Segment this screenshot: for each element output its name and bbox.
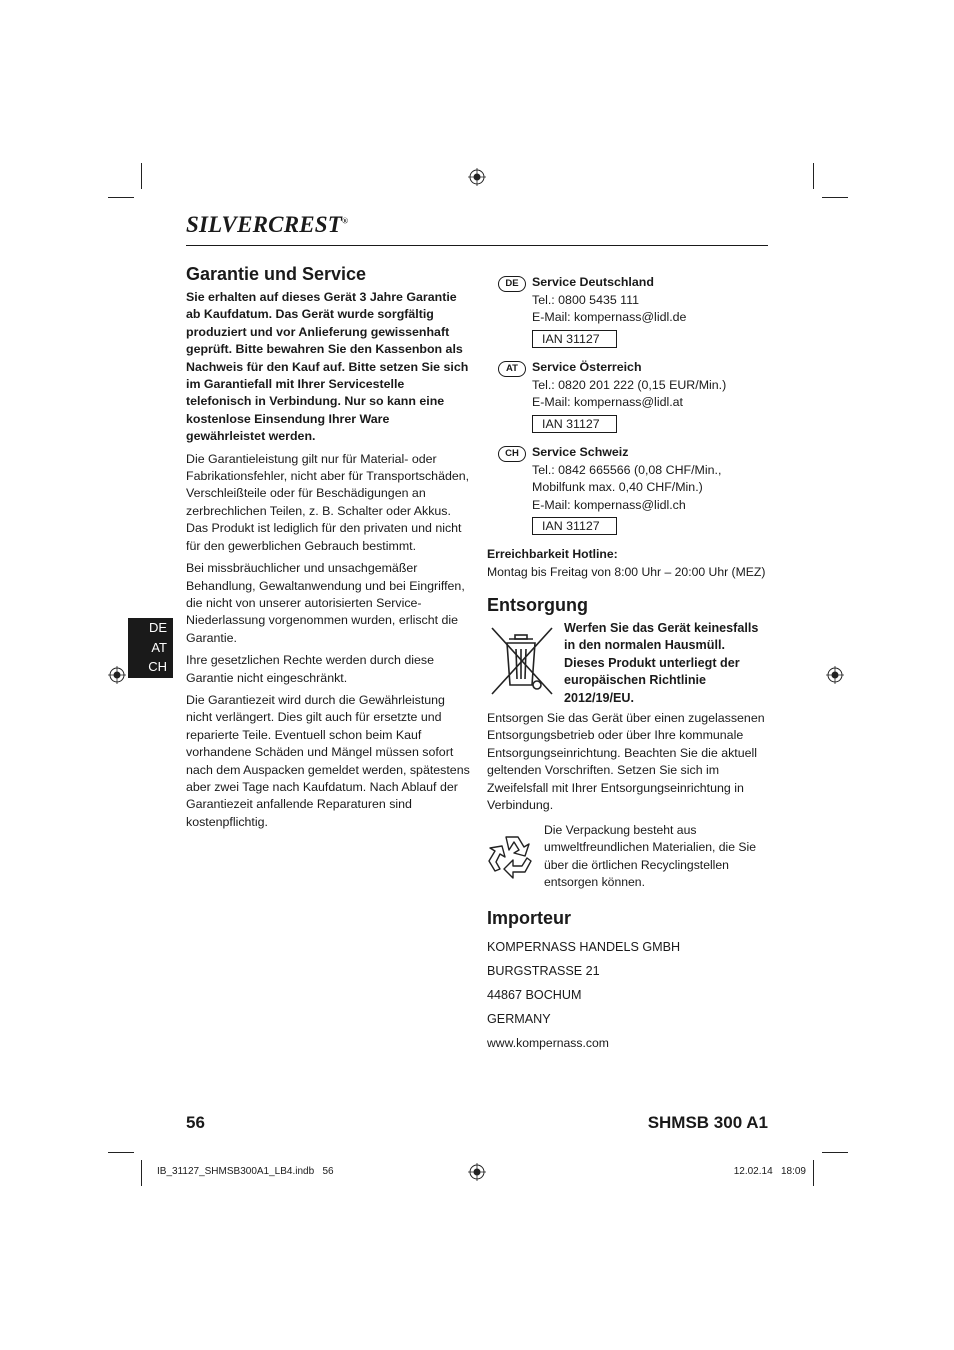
service-block-de bbox=[487, 274, 772, 348]
importeur-company: KOMPERNASS HANDELS GMBH bbox=[487, 940, 681, 954]
garantie-section bbox=[186, 264, 470, 836]
service-block-ch bbox=[487, 444, 772, 536]
service-title: Service Schweiz bbox=[532, 445, 629, 459]
crop-mark bbox=[813, 163, 814, 189]
country-badge: AT bbox=[498, 361, 526, 377]
garantie-intro: Sie erhalten auf dieses Gerät 3 Jahre Garantie ab Kaufdatum. Das Gerät wurde sorgfältig produziert und vor Anlieferung gewissenhaft geprüft. Bitte bewahren Sie den Kassenbon als Nachweis für den Kauf auf. Bitte setzen Sie sich im Garantiefall mit Ihrer Servicestelle telefonisch in Verbindung. Nur so kann eine kostenlose Einsendung Ihrer Ware gewährleistet werden. bbox=[186, 290, 469, 444]
crop-mark bbox=[822, 197, 848, 198]
importeur-title: Importeur bbox=[487, 908, 572, 928]
service-phone: Tel.: 0800 5435 111 bbox=[532, 292, 640, 307]
importeur-section bbox=[487, 908, 772, 1055]
crossed-out-bin-icon bbox=[487, 625, 557, 697]
garantie-paragraph: Die Garantieleistung gilt nur für Material- oder Fabrikationsfehler, nicht aber für Transportschäden, Verschleißteile oder für Beschädigungen an zerbrechlichen Teilen, z. B. Schalter oder Akkus. Das Produkt ist lediglich für den privaten und nicht für den gewerblichen Gebrauch bestimmt. bbox=[186, 451, 470, 553]
language-code: CH bbox=[148, 659, 167, 674]
service-phone-mobile: Mobilfunk max. 0,40 CHF/Min.) bbox=[532, 480, 703, 494]
ian-box: IAN 31127 bbox=[532, 330, 617, 348]
language-code: AT bbox=[151, 639, 167, 655]
packaging-text: Die Verpackung besteht aus umweltfreundlichen Materialien, die Sie über die örtlichen Recyclingstellen entsorgen können. bbox=[544, 823, 757, 890]
brand-logo bbox=[186, 212, 348, 238]
print-slug-file: IB_31127_SHMSB300A1_LB4.indb 56 bbox=[157, 1166, 334, 1177]
registration-mark-icon bbox=[468, 168, 486, 186]
entsorgung-section bbox=[487, 595, 772, 813]
registration-mark-icon bbox=[468, 1163, 486, 1181]
service-phone: Tel.: 0820 201 222 (0,15 EUR/Min.) bbox=[532, 377, 727, 392]
garantie-title: Garantie und Service bbox=[186, 264, 367, 284]
crop-mark bbox=[822, 1152, 848, 1153]
hotline-label: Erreichbarkeit Hotline: bbox=[487, 547, 618, 561]
ian-box: IAN 31127 bbox=[532, 517, 617, 535]
country-badge: CH bbox=[498, 446, 526, 462]
importeur-country: GERMANY bbox=[487, 1012, 551, 1026]
model-number: SHMSB 300 A1 bbox=[647, 1113, 768, 1132]
trademark-symbol: ® bbox=[342, 216, 349, 226]
entsorgung-title: Entsorgung bbox=[487, 595, 588, 615]
disposal-text: Entsorgen Sie das Gerät über einen zugelassenen Entsorgungsbetrieb oder über Ihre kommunale Entsorgungseinrichtung. Beachten Sie die aktuell geltenden Vorschriften. Setzen Sie sich im Zweifelsfall mit Ihrer Entsorgungseinrichtung in Verbindung. bbox=[487, 711, 765, 813]
disposal-warning: Werfen Sie das Gerät keinesfalls in den normalen Hausmüll. Dieses Produkt unterliegt der europäischen Richtlinie 2012/19/EU. bbox=[564, 621, 759, 705]
importeur-website: www.kompernass.com bbox=[487, 1036, 609, 1050]
registration-mark-icon bbox=[826, 666, 844, 684]
ian-box: IAN 31127 bbox=[532, 415, 617, 433]
crop-mark bbox=[108, 197, 134, 198]
country-badge: DE bbox=[498, 276, 526, 292]
hotline-hours: Montag bis Freitag von 8:00 Uhr – 20:00 Uhr (MEZ) bbox=[487, 564, 766, 579]
brand-name: SILVERCREST bbox=[186, 212, 343, 237]
crop-mark bbox=[108, 1152, 134, 1153]
service-phone: Tel.: 0842 665566 (0,08 CHF/Min., bbox=[532, 462, 722, 477]
service-block-at bbox=[487, 359, 772, 433]
header-rule bbox=[186, 245, 768, 246]
language-tab bbox=[128, 618, 173, 678]
garantie-paragraph: Die Garantiezeit wird durch die Gewährleistung nicht verlängert. Dies gilt auch für ersetzte und reparierte Teile. Eventuell schon beim Kauf vorhandene Schäden und Mängel müssen sofort nach dem Auspacken gemeldet werden, spätestens aber zwei Tage nach Kaufdatum. Nach Ablauf der Garantiezeit anfallende Reparaturen sind kostenpflichtig. bbox=[186, 692, 470, 829]
garantie-paragraph: Bei missbräuchlicher und unsachgemäßer Behandlung, Gewaltanwendung und bei Eingriffen, die nicht von unserer autorisierten Service-Niederlassung vorgenommen wurden, erlischt die Garantie. bbox=[186, 561, 465, 645]
crop-mark bbox=[813, 1160, 814, 1186]
importeur-street: BURGSTRASSE 21 bbox=[487, 964, 600, 978]
recycling-icon bbox=[487, 831, 539, 883]
garantie-paragraph: Ihre gesetzlichen Rechte werden durch diese Garantie nicht eingeschränkt. bbox=[186, 653, 434, 685]
registration-mark-icon bbox=[108, 666, 126, 684]
service-title: Service Österreich bbox=[532, 360, 642, 374]
language-code: DE bbox=[148, 620, 167, 635]
hotline-info bbox=[487, 546, 772, 581]
service-email: E-Mail: kompernass@lidl.ch bbox=[532, 497, 686, 512]
page-number: 56 bbox=[186, 1113, 205, 1132]
crop-mark bbox=[141, 163, 142, 189]
service-email: E-Mail: kompernass@lidl.at bbox=[532, 395, 683, 409]
print-slug-date: 12.02.14 18:09 bbox=[733, 1166, 806, 1177]
crop-mark bbox=[141, 1160, 142, 1186]
importeur-city: 44867 BOCHUM bbox=[487, 988, 582, 1002]
service-email: E-Mail: kompernass@lidl.de bbox=[532, 310, 687, 324]
service-title: Service Deutschland bbox=[532, 275, 654, 289]
